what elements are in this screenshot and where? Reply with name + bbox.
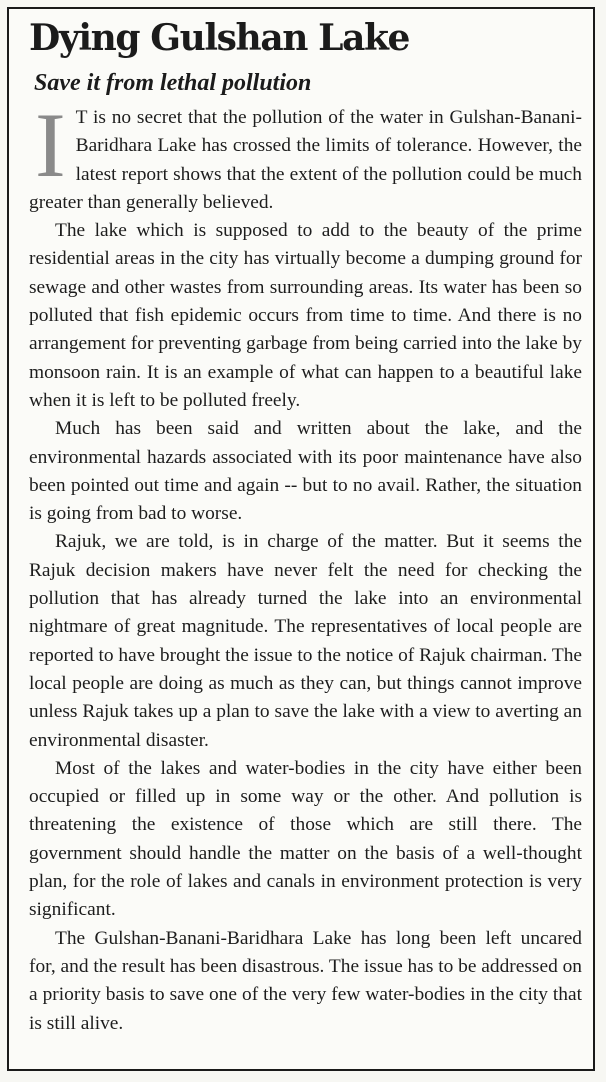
paragraph-4: Rajuk, we are told, is in charge of the matter. But it seems the Rajuk decision makers have never felt the need for checking the pollution that has already turned the lake into an environmental nightmare of great magnitude. The representatives of local people are reported to have brought the issue to the notice of Rajuk chairman. The local people are doing as much as they can, but things cannot improve unless Rajuk takes up a plan to save the lake with a view to averting an environmental disaster. — [29, 531, 582, 751]
paragraph-2: The lake which is supposed to add to the beauty of the prime residential areas in the city has virtually become a dumping ground for sewage and other wastes from surrounding areas. Its water has been so polluted that fish epidemic occurs from time to time. And there is no arrangement for preventing garbage from being carried into the lake by monsoon rain. It is an example of what can happen to a beautiful lake when it is left to be polluted freely. — [29, 220, 582, 411]
article-frame — [7, 7, 595, 1071]
paragraph-6: The Gulshan-Banani-Baridhara Lake has long been left uncared for, and the result has been disastrous. The issue has to be addressed on a priority basis to save one of the very few water-bodies in the city that is still alive. — [29, 927, 582, 1034]
lead-paragraph — [29, 94, 582, 217]
article-body — [29, 94, 582, 1038]
subheadline: Save it from lethal pollution — [34, 70, 312, 96]
paragraph-5: Most of the lakes and water-bodies in the city have either been occupied or filled up in some way or the other. And pollution is threatening the existence of those which are still there. The government should handle the matter on the basis of a well-thought plan, for the role of lakes and canals in environment protection is very significant. — [29, 757, 582, 921]
paragraph-3: Much has been said and written about the lake, and the environmental hazards associated with its poor maintenance have also been pointed out time and again -- but to no avail. Rather, the situation is going from bad to worse. — [29, 418, 582, 525]
drop-cap: I — [35, 94, 66, 196]
headline: Dying Gulshan Lake — [29, 17, 410, 59]
lead-paragraph-text: T is no secret that the pollution of the water in Gulshan-Banani-Baridhara Lake has crossed the limits of tolerance. However, the latest report shows that the extent of the pollution could be much greater than generally believed. — [29, 107, 582, 213]
